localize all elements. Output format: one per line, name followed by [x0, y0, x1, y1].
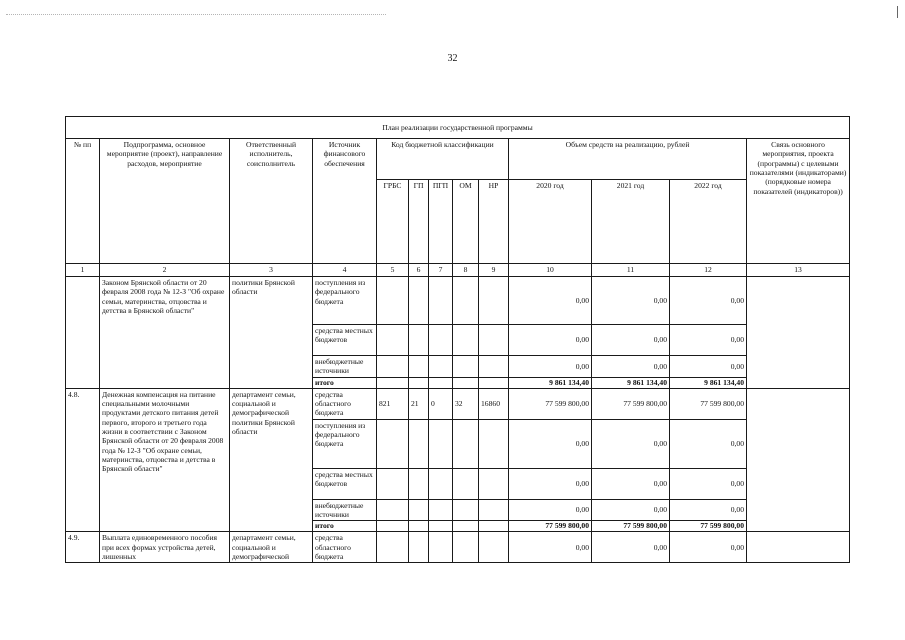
- column-number: 5: [377, 264, 409, 277]
- total-2022: 9 861 134,40: [670, 377, 747, 388]
- program-plan-table: [65, 116, 850, 563]
- header-2022: 2022 год: [670, 180, 747, 264]
- total-2020: 9 861 134,40: [509, 377, 592, 388]
- amount-2020: 0,00: [509, 277, 592, 325]
- row-responsible: департамент семьи, социальной и демографической политики Брянской области: [230, 388, 313, 532]
- code-gp: 21: [409, 388, 429, 419]
- row-source: средства местных бюджетов: [313, 325, 377, 356]
- amount-2022: 0,00: [670, 532, 747, 563]
- amount-2022: 0,00: [670, 325, 747, 356]
- table-title-row: [66, 117, 850, 139]
- row-num-cell: [66, 277, 100, 389]
- header-source: Источник финансового обеспечения: [313, 139, 377, 264]
- amount-2022: 0,00: [670, 419, 747, 468]
- amount-2021: 0,00: [592, 356, 670, 378]
- amount-2020: 0,00: [509, 468, 592, 499]
- amount-2022: 0,00: [670, 499, 747, 521]
- header-subprogram: Подпрограмма, основное мероприятие (проект), направление расходов, мероприятие: [100, 139, 230, 264]
- code-nr: 16860: [479, 388, 509, 419]
- column-number: 3: [230, 264, 313, 277]
- row-description: Денежная компенсация на питание специальными молочными продуктами детского питания детей первого, второго и третьего года жизни в соответствии с Законом Брянской области от 20 февраля 2008 года № 12-З "Об охране семьи, материнства, отцовства и детства в Брянской области": [100, 388, 230, 532]
- code-pgp: 0: [429, 388, 453, 419]
- row-source-total: итого: [313, 377, 377, 388]
- header-pgp: ПГП: [429, 180, 453, 264]
- column-number: 6: [409, 264, 429, 277]
- table-row: [66, 388, 850, 419]
- total-2021: 77 599 800,00: [592, 521, 670, 532]
- column-number: 8: [453, 264, 479, 277]
- code-grbs: 821: [377, 388, 409, 419]
- row-source: внебюджетные источники: [313, 356, 377, 378]
- row-responsible: департамент семьи, социальной и демографической: [230, 532, 313, 563]
- row-description: Законом Брянской области от 20 февраля 2008 года № 12-З "Об охране семьи, материнства, отцовства и детства в Брянской области": [100, 277, 230, 389]
- amount-2020: 0,00: [509, 419, 592, 468]
- amount-2021: 0,00: [592, 277, 670, 325]
- amount-2020: 0,00: [509, 499, 592, 521]
- table-title: План реализации государственной программы: [66, 117, 850, 139]
- amount-2022: 0,00: [670, 356, 747, 378]
- column-number: 2: [100, 264, 230, 277]
- header-om: ОМ: [453, 180, 479, 264]
- column-number: 10: [509, 264, 592, 277]
- table-row: [66, 277, 850, 325]
- row-source: внебюджетные источники: [313, 499, 377, 521]
- amount-2021: 0,00: [592, 325, 670, 356]
- code-om: 32: [453, 388, 479, 419]
- column-number: 4: [313, 264, 377, 277]
- column-number: 11: [592, 264, 670, 277]
- header-grbs: ГРБС: [377, 180, 409, 264]
- row-indicator-link: [747, 388, 850, 532]
- row-source: поступления из федерального бюджета: [313, 419, 377, 468]
- column-number: 1: [66, 264, 100, 277]
- row-source-total: итого: [313, 521, 377, 532]
- header-volume: Объем средств на реализацию, рублей: [509, 139, 747, 180]
- row-source: средства областного бюджета: [313, 388, 377, 419]
- total-2020: 77 599 800,00: [509, 521, 592, 532]
- amount-2022: 0,00: [670, 468, 747, 499]
- column-number: 12: [670, 264, 747, 277]
- table-row: [66, 532, 850, 563]
- column-number: 13: [747, 264, 850, 277]
- column-number: 7: [429, 264, 453, 277]
- header-2021: 2021 год: [592, 180, 670, 264]
- header-nr: НР: [479, 180, 509, 264]
- header-row-1: [66, 139, 850, 180]
- amount-2020: 0,00: [509, 532, 592, 563]
- row-source: поступления из федерального бюджета: [313, 277, 377, 325]
- amount-2021: 0,00: [592, 468, 670, 499]
- total-2021: 9 861 134,40: [592, 377, 670, 388]
- column-number-row: [66, 264, 850, 277]
- row-num: 4.8.: [66, 388, 100, 532]
- row-description: Выплата единовременного пособия при всех формах устройства детей, лишенных: [100, 532, 230, 563]
- header-responsible: Ответственный исполнитель, соисполнитель: [230, 139, 313, 264]
- amount-2021: 0,00: [592, 499, 670, 521]
- row-indicator-link: [747, 532, 850, 563]
- amount-2022: 77 599 800,00: [670, 388, 747, 419]
- row-source: средства областного бюджета: [313, 532, 377, 563]
- amount-2021: 0,00: [592, 419, 670, 468]
- row-indicator-link: [747, 277, 850, 389]
- amount-2022: 0,00: [670, 277, 747, 325]
- header-budget-code: Код бюджетной классификации: [377, 139, 509, 180]
- header-num: № пп: [66, 139, 100, 264]
- amount-2021: 77 599 800,00: [592, 388, 670, 419]
- page-number: 32: [447, 53, 458, 64]
- row-num: 4.9.: [66, 532, 100, 563]
- header-gp: ГП: [409, 180, 429, 264]
- header-link-indicators: Связь основного мероприятия, проекта (программы) с целевыми показателями (индикаторами) (порядковые номера показателей (индикаторов)): [747, 139, 850, 264]
- row-responsible: политики Брянской области: [230, 277, 313, 389]
- row-source: средства местных бюджетов: [313, 468, 377, 499]
- scan-edge-mark: [897, 6, 898, 18]
- header-2020: 2020 год: [509, 180, 592, 264]
- total-2022: 77 599 800,00: [670, 521, 747, 532]
- amount-2021: 0,00: [592, 532, 670, 563]
- amount-2020: 77 599 800,00: [509, 388, 592, 419]
- amount-2020: 0,00: [509, 325, 592, 356]
- amount-2020: 0,00: [509, 356, 592, 378]
- column-number: 9: [479, 264, 509, 277]
- scan-artifact-line: [6, 14, 386, 15]
